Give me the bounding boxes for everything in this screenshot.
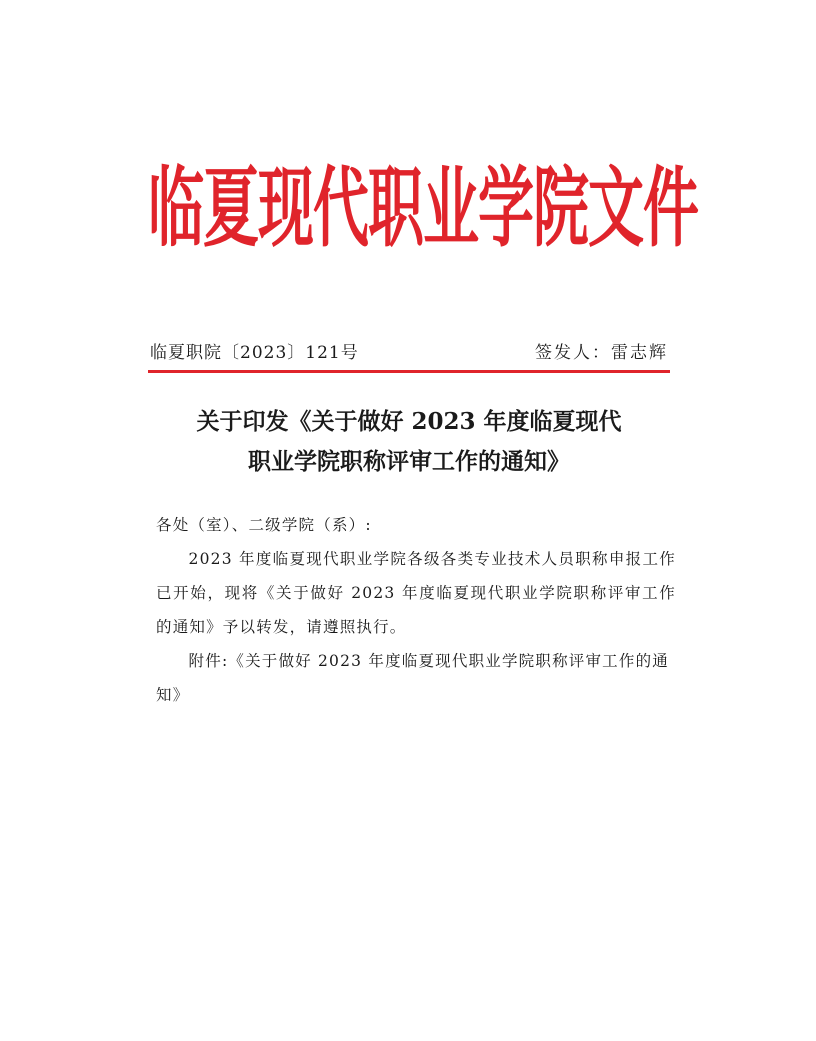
document-title-line-1: 关于印发《关于做好 2023 年度临夏现代	[196, 408, 622, 435]
body-paragraph: 2023 年度临夏现代职业学院各级各类专业技术人员职称申报工作已开始，现将《关于做好 2023 年度临夏现代职业学院职称评审工作的通知》予以转发，请遵照执行。	[156, 550, 676, 636]
document-number: 临夏职院〔2023〕121号	[150, 343, 359, 363]
document-body	[156, 508, 676, 712]
document-masthead: 临夏现代职业学院文件	[148, 158, 698, 260]
document-title	[148, 402, 670, 482]
document-title-line-2: 职业学院职称评审工作的通知》	[248, 448, 570, 475]
salutation: 各处（室）、二级学院（系）:	[156, 516, 372, 534]
red-divider-line	[148, 370, 670, 373]
attachment-note: 附件:《关于做好 2023 年度临夏现代职业学院职称评审工作的通知》	[156, 652, 669, 704]
document-signer: 签发人：雷志辉	[535, 343, 668, 363]
document-meta-row	[150, 338, 668, 368]
